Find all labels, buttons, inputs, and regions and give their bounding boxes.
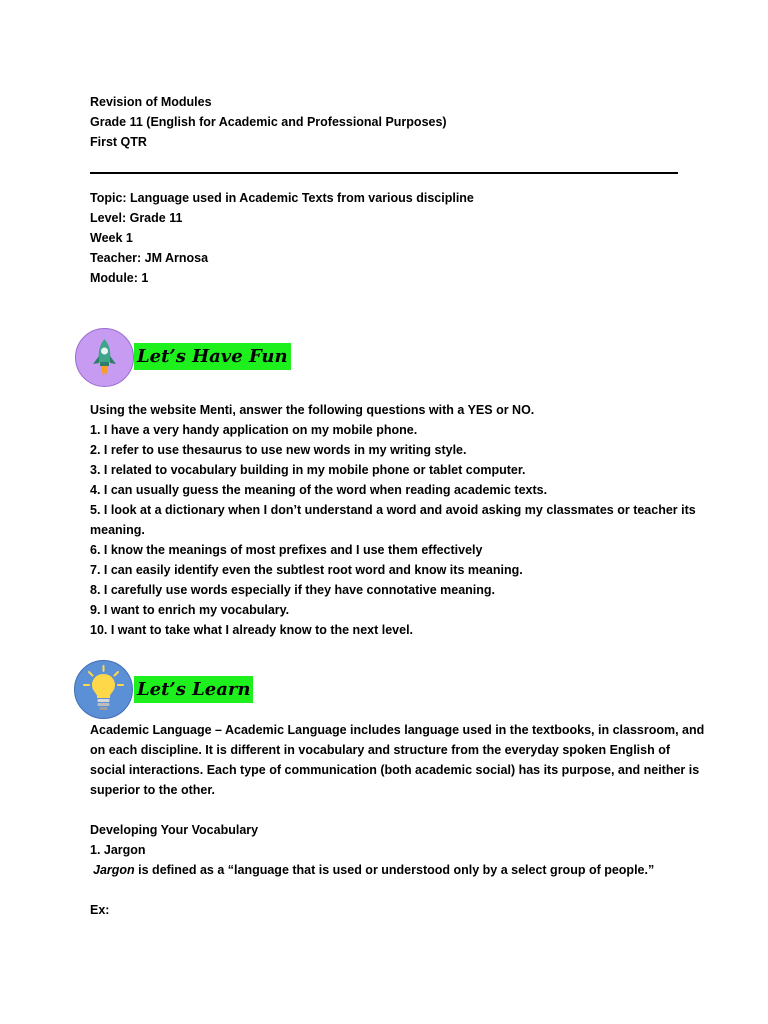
header-line-1: Revision of Modules <box>90 95 212 109</box>
definition-line <box>93 860 654 880</box>
jargon-term: Jargon <box>93 863 135 877</box>
list-item: 6. I know the meanings of most prefixes and I use them effectively <box>90 543 483 557</box>
list-item: 1. Jargon <box>90 843 146 857</box>
list-item: 9. I want to enrich my vocabulary. <box>90 603 290 617</box>
header-line-3: First QTR <box>90 135 147 149</box>
list-item: 5. I look at a dictionary when I don’t understand a word and avoid asking my classmates or teacher its <box>90 503 696 517</box>
list-item: 1. I have a very handy application on my mobile phone. <box>90 423 418 437</box>
module-line: Module: 1 <box>90 271 149 285</box>
divider <box>90 172 678 174</box>
list-item: 3. I related to vocabulary building in my mobile phone or tablet computer. <box>90 463 526 477</box>
list-item: 7. I can easily identify even the subtlest root word and know its meaning. <box>90 563 523 577</box>
list-item: 4. I can usually guess the meaning of the word when reading academic texts. <box>90 483 548 497</box>
paragraph-line: superior to the other. <box>90 783 216 797</box>
list-item: meaning. <box>90 523 145 537</box>
paragraph-line: social interactions. Each type of communication (both academic social) has its purpose, and neither is <box>90 763 700 777</box>
section-title-lets-have-fun: Let’s Have Fun <box>134 343 291 370</box>
list-item: 2. I refer to use thesaurus to use new words in my writing style. <box>90 443 467 457</box>
list-item: 10. I want to take what I already know to the next level. <box>90 623 414 637</box>
section-title-lets-learn: Let’s Learn <box>134 676 253 703</box>
example-label: Ex: <box>90 903 110 917</box>
rocket-icon <box>75 328 134 387</box>
list-item: 8. I carefully use words especially if they have connotative meaning. <box>90 583 496 597</box>
topic-line: Topic: Language used in Academic Texts from various discipline <box>90 191 474 205</box>
teacher-line: Teacher: JM Arnosa <box>90 251 209 265</box>
subheading: Developing Your Vocabulary <box>90 823 259 837</box>
jargon-definition: is defined as a “language that is used or understood only by a select group of people.” <box>134 863 655 877</box>
section1-intro: Using the website Menti, answer the following questions with a YES or NO. <box>90 403 535 417</box>
week-line: Week 1 <box>90 231 133 245</box>
lightbulb-icon <box>74 660 133 719</box>
header-line-2: Grade 11 (English for Academic and Professional Purposes) <box>90 115 447 129</box>
paragraph-line: Academic Language – Academic Language includes language used in the textbooks, in classroom, and <box>90 723 705 737</box>
level-line: Level: Grade 11 <box>90 211 183 225</box>
paragraph-line: on each discipline. It is different in vocabulary and structure from the everyday spoken English of <box>90 743 670 757</box>
